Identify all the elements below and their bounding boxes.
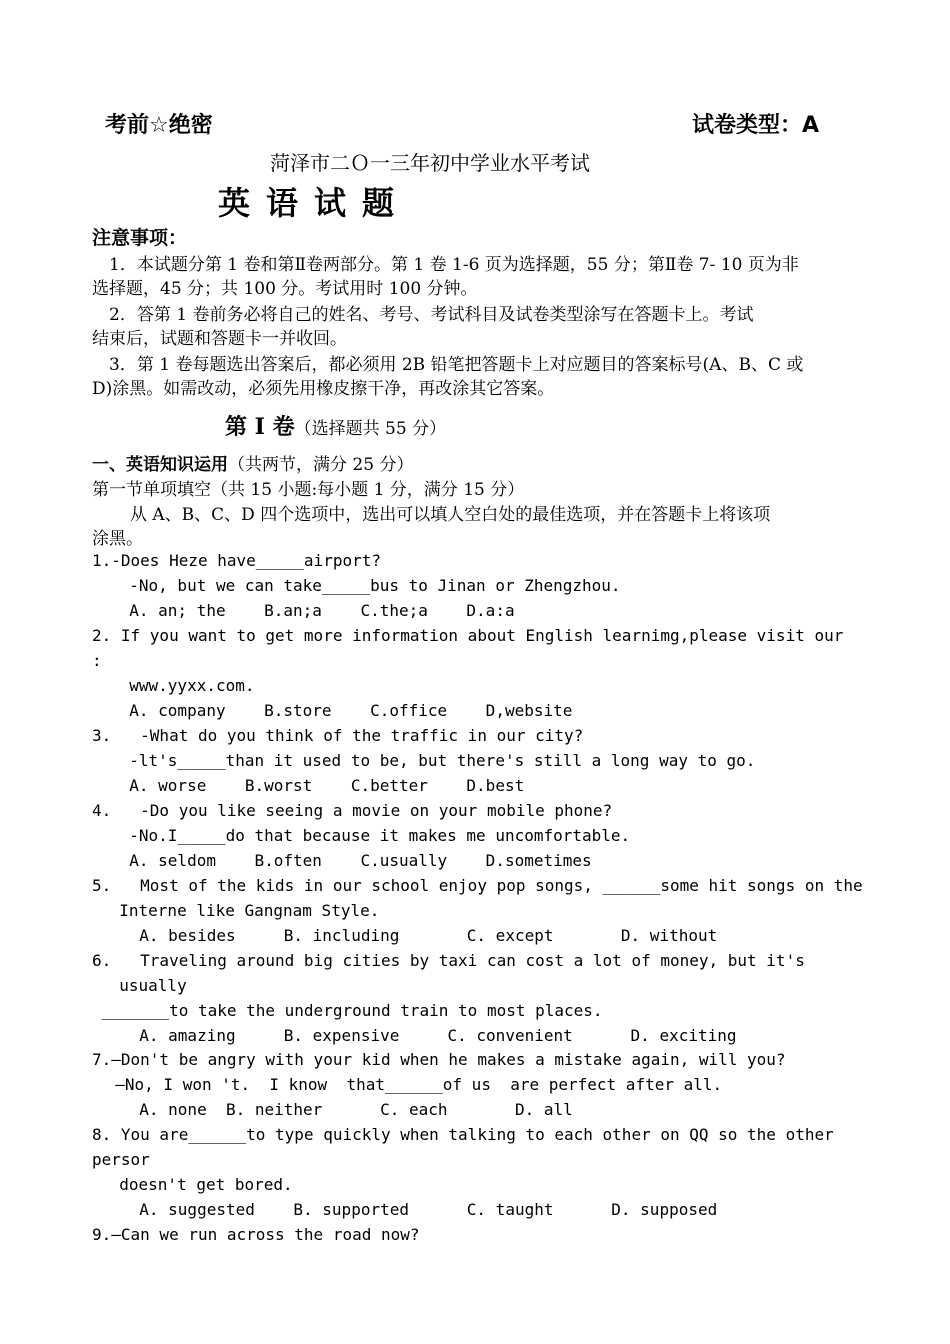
exam-title: 菏泽市二Ｏ一三年初中学业水平考试 xyxy=(270,151,590,175)
instruction-line: 从 A、B、C、D 四个选项中，选出可以填人空白处的最佳选项，并在答题卡上将该项 xyxy=(130,505,771,525)
question-line: _______to take the underground train to most places. xyxy=(92,1001,603,1020)
section-title: 一、英语知识运用 xyxy=(92,455,228,475)
volume-heading xyxy=(225,410,446,441)
volume-note: （选择题共 55 分） xyxy=(294,419,447,439)
question-options: A. company B.store C.office D,website xyxy=(110,701,573,720)
question-line: Interne like Gangnam Style. xyxy=(100,901,380,920)
question-line: 8. You are______to type quickly when talking to each other on QQ so the other xyxy=(92,1125,834,1144)
question-line: 1.-Does Heze have_____airport? xyxy=(92,551,381,570)
question-line: 9.—Can we run across the road now? xyxy=(92,1225,420,1244)
question-line: www.yyxx.com. xyxy=(110,676,255,695)
question-line: —No, I won 't. I know that______of us are perfect after all. xyxy=(96,1075,723,1094)
notice-line: D)涂黑。如需改动，必须先用橡皮擦干净，再改涂其它答案。 xyxy=(92,379,555,399)
section-heading xyxy=(92,450,413,475)
notice-line: 结束后，试题和答题卡一并收回。 xyxy=(92,329,347,349)
question-line: : xyxy=(92,651,102,670)
question-options: A. worse B.worst C.better D.best xyxy=(110,776,525,795)
question-options: A. besides B. including C. except D. without xyxy=(120,926,718,945)
question-options: A. seldom B.often C.usually D.sometimes xyxy=(110,851,592,870)
part-title: 第一节单项填空（共 15 小题:每小题 1 分，满分 15 分） xyxy=(92,480,525,500)
notice-line: 2．答第 1 卷前务必将自己的姓名、考号、考试科目及试卷类型涂写在答题卡上。考试 xyxy=(109,305,754,325)
notice-line: 选择题，45 分；共 100 分。考试用时 100 分钟。 xyxy=(92,279,478,299)
paper-type-label: 试卷类型：A xyxy=(692,113,820,138)
question-line: -No, but we can take_____bus to Jinan or Zhengzhou. xyxy=(110,576,621,595)
question-line: 4. -Do you like seeing a movie on your mobile phone? xyxy=(92,801,613,820)
subject-title: 英语试题 xyxy=(218,184,411,222)
question-line: -No.I_____do that because it makes me uncomfortable. xyxy=(110,826,631,845)
question-line: doesn't get bored. xyxy=(100,1175,293,1194)
question-line: 2. If you want to get more information about English learnimg,please visit our xyxy=(92,626,844,645)
question-line: 5. Most of the kids in our school enjoy pop songs, ______some hit songs on the xyxy=(92,876,863,895)
question-line: 6. Traveling around big cities by taxi can cost a lot of money, but it's xyxy=(92,951,805,970)
volume-title: 第 I 卷 xyxy=(225,414,295,440)
notice-line: 3．第 1 卷每题选出答案后，都必须用 2B 铅笔把答题卡上对应题目的答案标号(A、B、C 或 xyxy=(109,355,804,375)
question-line: -lt's_____than it used to be, but there's still a long way to go. xyxy=(110,751,756,770)
instruction-line: 涂黑。 xyxy=(92,529,143,549)
question-line: persor xyxy=(92,1150,150,1169)
question-line: usually xyxy=(100,976,187,995)
question-options: A. an; the B.an;a C.the;a D.a:a xyxy=(110,601,515,620)
notice-heading: 注意事项： xyxy=(92,227,188,249)
notice-line: 1．本试题分第 1 卷和第Ⅱ卷两部分。第 1 卷 1-6 页为选择题，55 分；第Ⅱ卷 7- 10 页为非 xyxy=(109,255,799,275)
secret-label: 考前☆绝密 xyxy=(105,113,213,138)
question-options: A. suggested B. supported C. taught D. supposed xyxy=(120,1200,718,1219)
question-options: A. amazing B. expensive C. convenient D. exciting xyxy=(120,1026,737,1045)
question-line: 7.—Don't be angry with your kid when he makes a mistake again, will you? xyxy=(92,1050,786,1069)
question-line: 3. -What do you think of the traffic in our city? xyxy=(92,726,584,745)
section-note: （共两节，满分 25 分） xyxy=(228,455,414,475)
question-options: A. none B. neither C. each D. all xyxy=(120,1100,573,1119)
